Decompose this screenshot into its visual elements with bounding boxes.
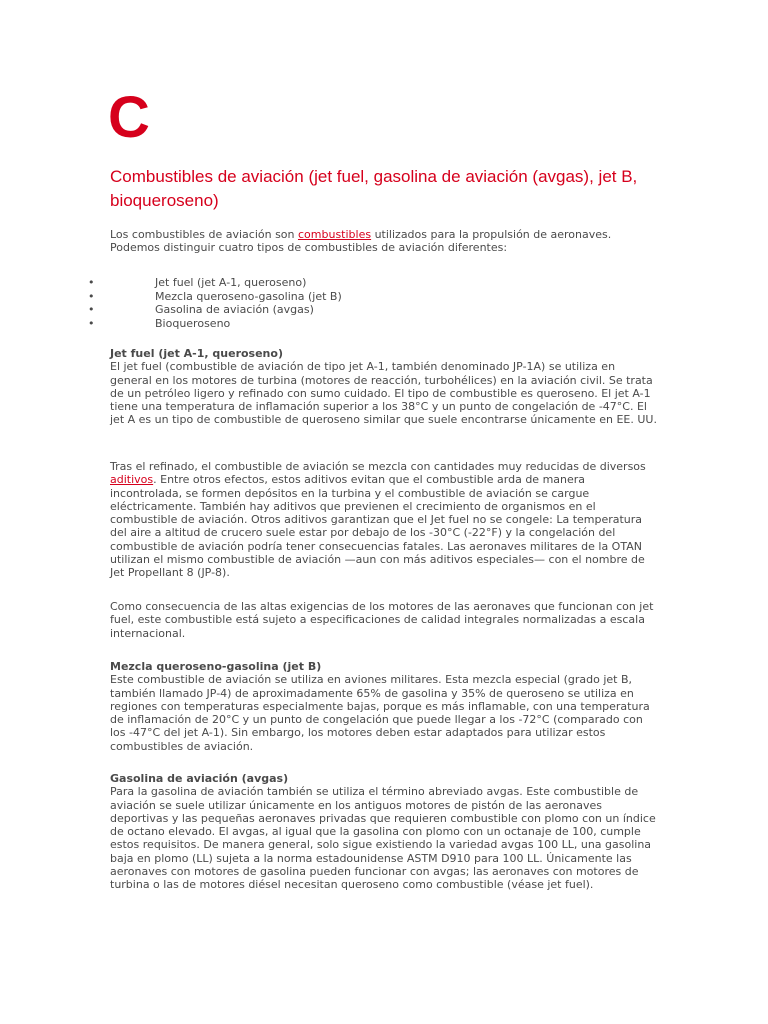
list-item [88, 317, 588, 331]
section-text: Este combustible de aviación se utiliza en aviones militares. Esta mezcla especial (grado jet B, también llamado JP-4) de aproximadamente 65% de gasolina y 35% de queroseno se utiliza en regiones con temperaturas especialmente bajas, porque es más inflamable, con una temperatura de inflamación de 20°C y un punto de congelación que puede llegar a los -72°C (comparado con los -47°C del jet A-1). Sin embargo, los motores deben estar adaptados para utilizar estos combustibles de aviación. [110, 673, 650, 753]
intro-text-start: Los combustibles de aviación son [110, 228, 298, 241]
list-item [88, 276, 588, 290]
list-item-label: Gasolina de aviación (avgas) [155, 303, 314, 317]
section-heading: Gasolina de aviación (avgas) [110, 772, 289, 785]
jet-fuel-section [110, 347, 660, 427]
section-text: El jet fuel (combustible de aviación de tipo jet A-1, también denominado JP-1A) se utiliza en general en los motores de turbina (motores de reacción, turbohélices) en la aviación civil. Se trata de un petróleo ligero y refinado con sumo cuidado. El tipo de combustible es queroseno. El jet A-1 tiene una temperatura de inflamación superior a los 38°C y un punto de congelación de -47°C. El jet A es un tipo de combustible de queroseno similar que suele encontrarse únicamente en EE. UU. [110, 360, 657, 427]
additives-text-end: . Entre otros efectos, estos aditivos evitan que el combustible arda de manera incontrolada, se formen depósitos en la turbina y el combustible de aviación se cargue eléctricamente. También hay aditivos que previenen el crecimiento de organismos en el combustible de aviación. Otros aditivos garantizan que el Jet fuel no se congele: La temperatura del aire a altitud de crucero suele estar por debajo de los -30°C (-22°F) y la congelación del combustible de aviación podría tener consecuencias fatales. Las aeronaves militares de la OTAN utilizan el mismo combustible de aviación —aun con más aditivos especiales— con el nombre de Jet Propellant 8 (JP-8). [110, 473, 645, 580]
bullet-marker: • [88, 289, 95, 303]
section-heading: Jet fuel (jet A-1, queroseno) [110, 347, 283, 360]
combustibles-link[interactable]: combustibles [298, 228, 372, 241]
additives-text-start: Tras el refinado, el combustible de aviación se mezcla con cantidades muy reducidas de diversos [110, 460, 646, 473]
list-item [88, 303, 588, 317]
page-title: Combustibles de aviación (jet fuel, gasolina de aviación (avgas), jet B, bioqueroseno) [110, 167, 638, 210]
jet-b-section [110, 660, 660, 753]
list-item-label: Mezcla queroseno-gasolina (jet B) [155, 289, 342, 303]
list-item-label: Bioqueroseno [155, 316, 231, 330]
intro-paragraph [110, 228, 660, 255]
fuel-types-list [88, 276, 588, 330]
initial-letter: C [108, 85, 150, 150]
bullet-marker: • [88, 276, 95, 289]
section-heading: Mezcla queroseno-gasolina (jet B) [110, 660, 322, 673]
avgas-section [110, 772, 660, 892]
intro-text-end: utilizados para la propulsión de aeronaves. Podemos distinguir cuatro tipos de combustibles de aviación diferentes: [110, 228, 612, 255]
additives-paragraph [110, 460, 660, 580]
bullet-marker: • [88, 316, 95, 330]
list-item [88, 290, 588, 304]
list-item-label: Jet fuel (jet A-1, queroseno) [155, 276, 307, 289]
consequence-paragraph: Como consecuencia de las altas exigencias de los motores de las aeronaves que funcionan con jet fuel, este combustible está sujeto a especificaciones de calidad integrales normalizadas a escala internacional. [110, 600, 654, 640]
section-text: Para la gasolina de aviación también se utiliza el término abreviado avgas. Este combustible de aviación se suele utilizar únicamente en los antiguos motores de pistón de las aeronaves deportivas y las pequeñas aeronaves privadas que requieren combustible con plomo con un índice de octano elevado. El avgas, al igual que la gasolina con plomo con un octanaje de 100, cumple estos requisitos. De manera general, solo sigue existiendo la variedad avgas 100 LL, una gasolina baja en plomo (LL) sujeta a la norma estadounidense ASTM D910 para 100 LL. Únicamente las aeronaves con motores de gasolina pueden funcionar con avgas; las aeronaves con motores de turbina o las de motores diésel necesitan queroseno como combustible (véase jet fuel). [110, 785, 656, 892]
aditivos-link[interactable]: aditivos [110, 473, 154, 487]
bullet-marker: • [88, 303, 95, 317]
